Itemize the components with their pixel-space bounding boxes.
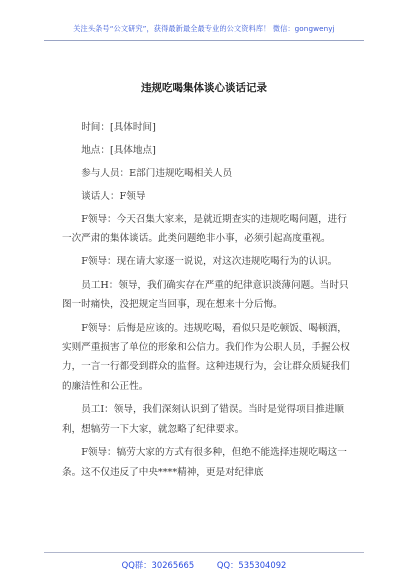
footer bbox=[0, 559, 408, 571]
paragraph: F领导：后悔是应该的。违规吃喝，看似只是吃顿饭、喝顿酒，实则严重损害了单位的形象和公信力。我们作为公职人员，手握公权力，一言一行都受到群众的监督。这种违规行为，会让群众质疑我们的廉洁性和公正性。 bbox=[62, 322, 350, 392]
paragraph: 员工H：领导，我们确实存在严重的纪律意识淡薄问题。当时只图一时痛快，没把规定当回事，现在想来十分后悔。 bbox=[62, 279, 349, 311]
paragraph: F领导：犒劳大家的方式有很多种，但绝不能选择违规吃喝这一条。这不仅违反了中央****精神，更是对纪律底 bbox=[62, 447, 347, 478]
meta-interviewer: 谈话人：F领导 bbox=[81, 190, 146, 202]
header-banner: 关注头条号“公文研究”，获得最新最全最专业的公文资料库！ 微信：gongwenyj bbox=[73, 24, 335, 33]
paragraph: F领导：今天召集大家来，是就近期查实的违规吃喝问题，进行一次严肃的集体谈话。此类问题绝非小事，必须引起高度重视。 bbox=[62, 213, 347, 245]
document-body bbox=[62, 118, 354, 486]
document-title: 违规吃喝集体谈心谈话记录 bbox=[141, 82, 267, 94]
footer-qq-group: QQ群：30265665 bbox=[121, 560, 195, 570]
footer-divider bbox=[44, 552, 364, 553]
paragraph: 员工I：领导，我们深刻认识到了错误。当时是觉得项目推进顺利，想犒劳一下大家，就忽略了纪律要求。 bbox=[62, 404, 345, 435]
header-divider bbox=[44, 40, 364, 41]
meta-participants: 参与人员：E部门违规吃喝相关人员 bbox=[81, 167, 233, 179]
paragraph: F领导：现在请大家逐一说说，对这次违规吃喝行为的认识。 bbox=[81, 256, 338, 268]
footer-qq: QQ：535304092 bbox=[216, 560, 287, 570]
meta-time: 时间：[具体时间] bbox=[81, 122, 156, 133]
meta-place: 地点：[具体地点] bbox=[81, 144, 156, 156]
